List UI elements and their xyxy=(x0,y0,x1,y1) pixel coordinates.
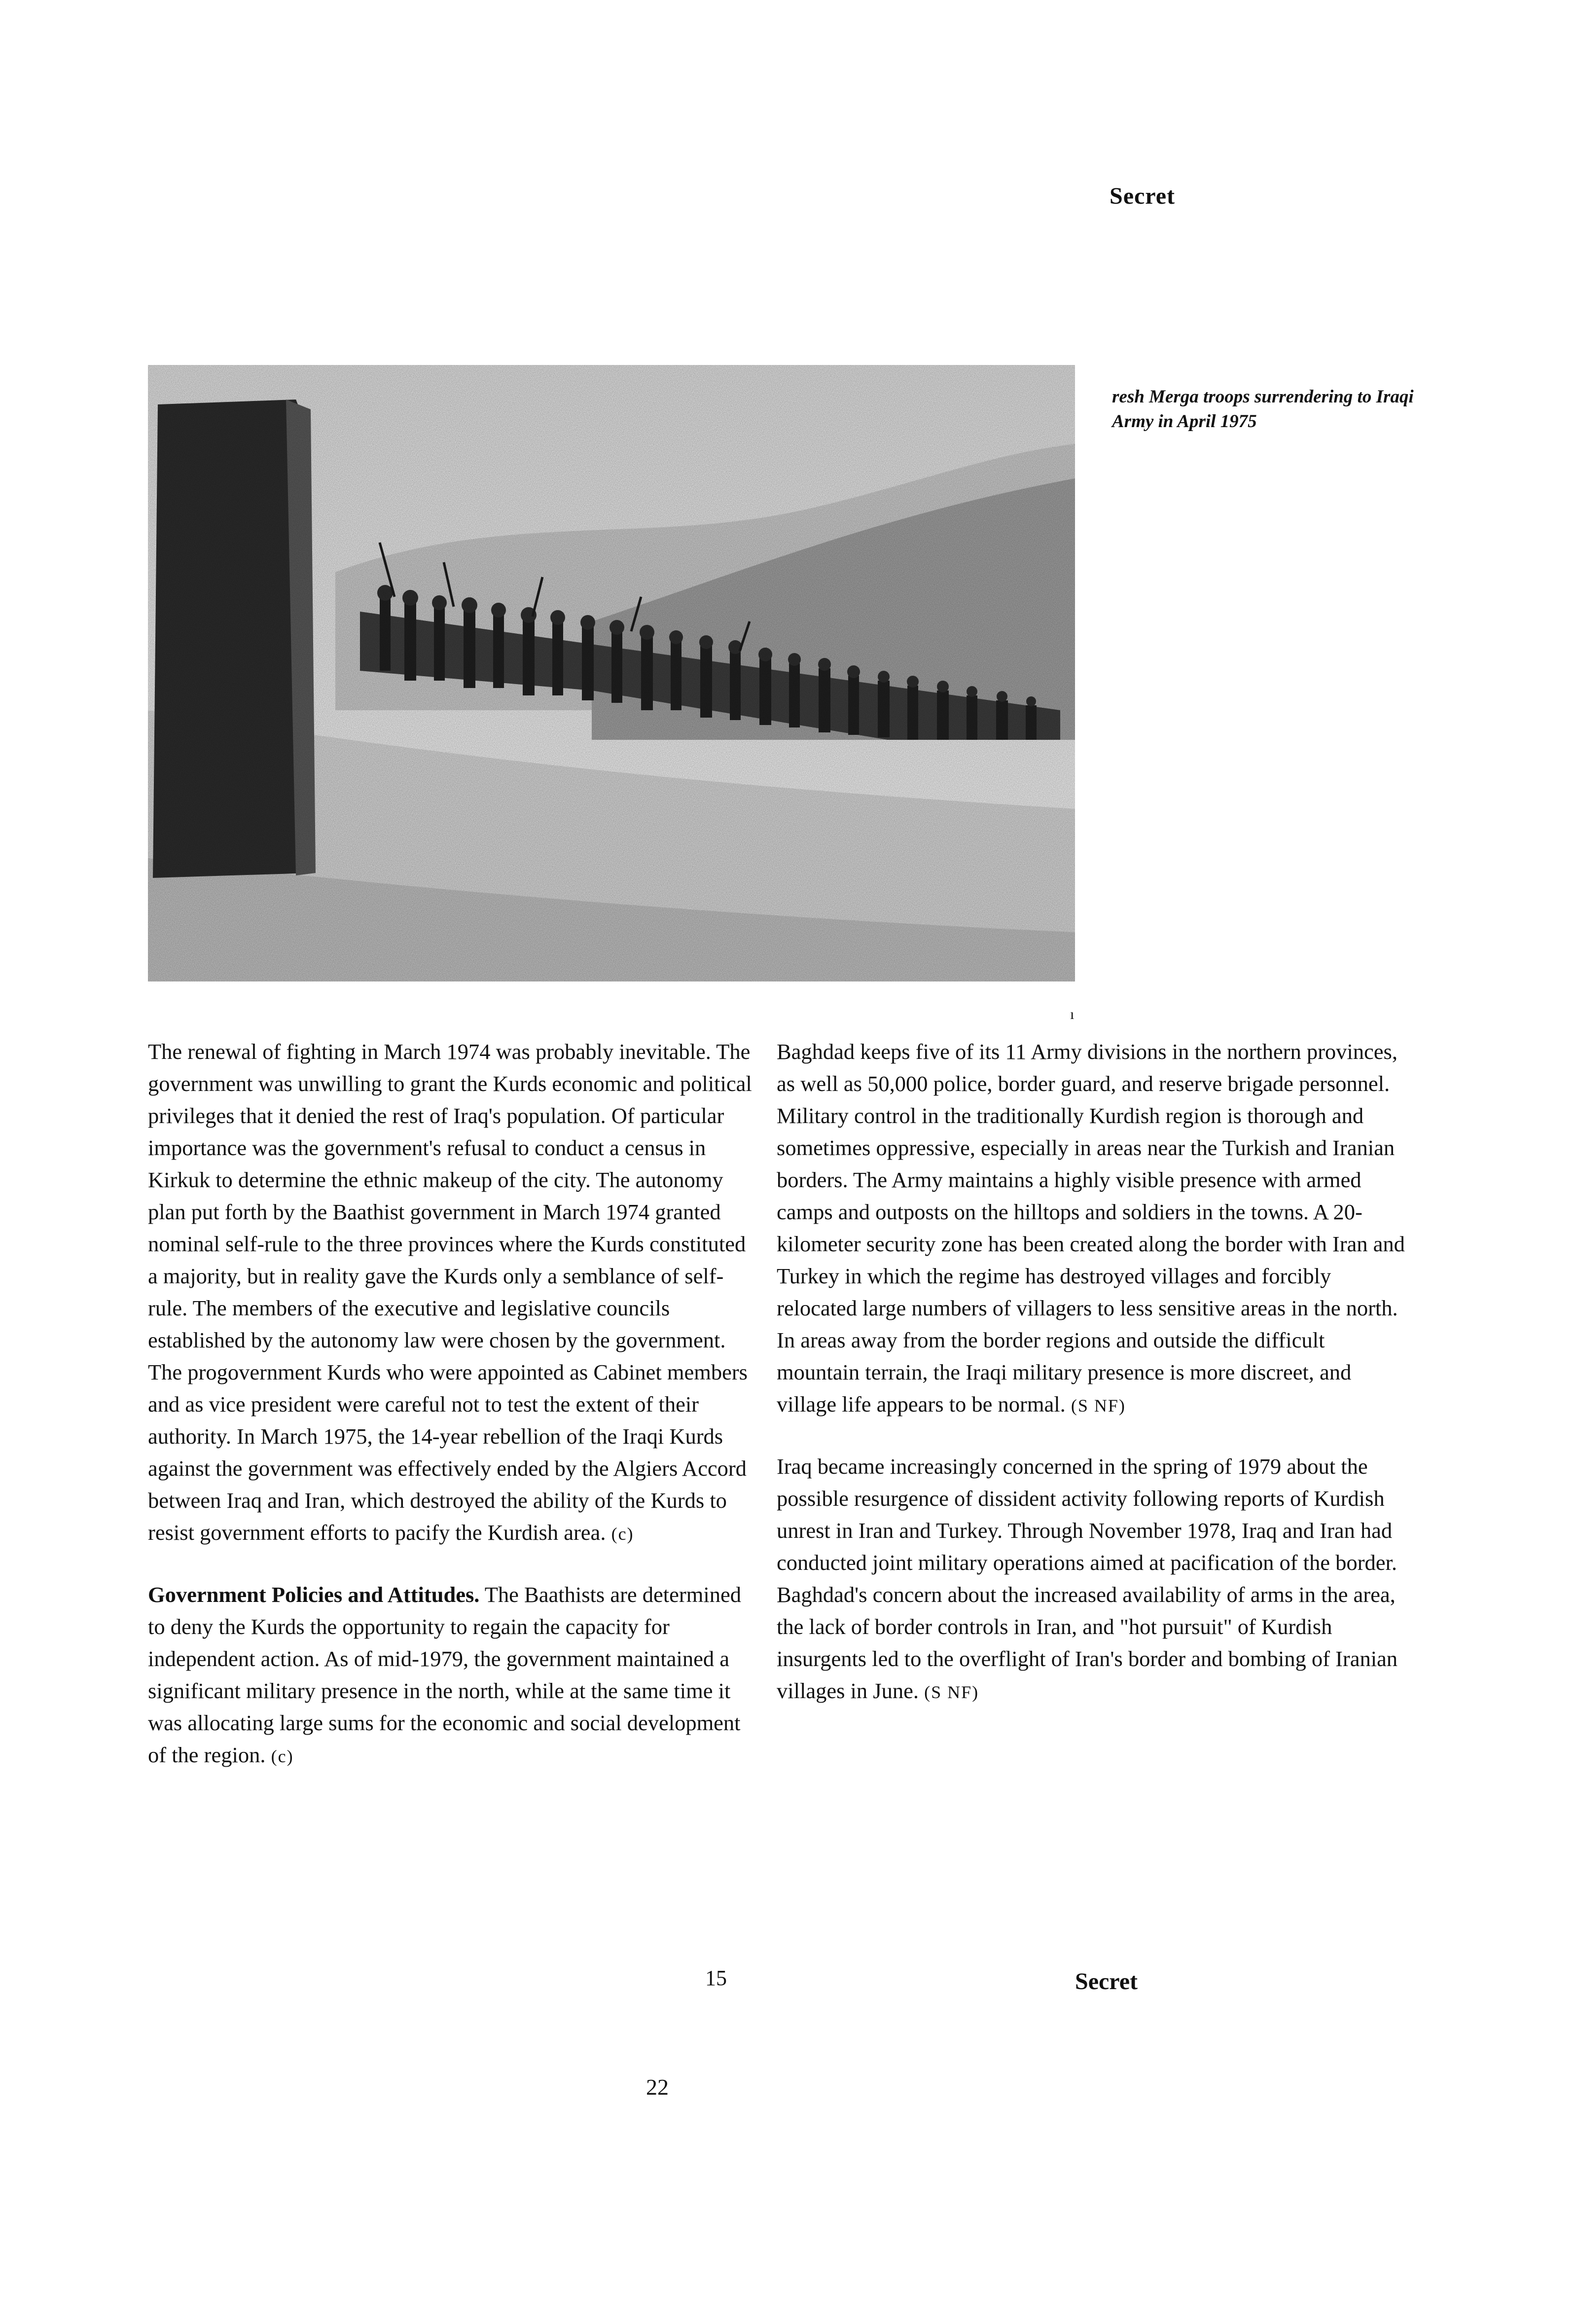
photo-caption: resh Merga troops surrendering to Iraqi Army in April 1975 xyxy=(1112,387,1414,432)
classification-footer: Secret xyxy=(1075,1968,1138,1995)
classification-mark: (c) xyxy=(271,1746,294,1766)
classification-header: Secret xyxy=(1110,183,1176,209)
paragraph xyxy=(777,1451,1405,1708)
troops-photo xyxy=(148,365,1075,981)
paragraph-text: Baghdad keeps five of its 11 Army divisions in the northern provinces, as well as 50,000 police, border guard, and reserve brigade personnel. Military control in the traditionally Kurdish region is thorough and sometimes oppressive, especially in areas near the Turkish and Iranian borders. The Army maintains a highly visible presence with armed camps and outposts on the hilltops and soldiers in the towns. A 20-kilometer security zone has been created along the border with Iran and Turkey in which the regime has destroyed villages and forcibly relocated large numbers of villagers to less sensitive areas in the north. In areas away from the border regions and outside the difficult mountain terrain, the Iraqi military presence is more discreet, and village life appears to be normal. xyxy=(777,1039,1405,1416)
paragraph-text: Iraq became increasingly concerned in the spring of 1979 about the possible resurgence of dissident activity following reports of Kurdish unrest in Iran and Turkey. Through November 1978, Iraq and Iran had conducted joint military operations aimed at pacification of the border. Baghdad's concern about the increased availability of arms in the area, the lack of border controls in Iran, and "hot pursuit" of Kurdish insurgents led to the overflight of Iran's border and bombing of Iranian villages in June. xyxy=(777,1454,1398,1703)
stray-mark: ı xyxy=(1070,1006,1075,1022)
section-heading: Government Policies and Attitudes. xyxy=(148,1582,480,1607)
left-column xyxy=(148,1036,759,1801)
paragraph xyxy=(148,1036,759,1550)
classification-mark: (S NF) xyxy=(1071,1396,1126,1416)
paragraph xyxy=(148,1579,759,1773)
paragraph xyxy=(777,1036,1405,1422)
classification-mark: (S NF) xyxy=(924,1682,979,1702)
classification-mark: (c) xyxy=(611,1524,634,1544)
folio-number: 22 xyxy=(646,2074,669,2100)
right-column xyxy=(777,1036,1405,1737)
paragraph-text: The renewal of fighting in March 1974 was probably inevitable. The government was unwilling to grant the Kurds economic and political privileges that it denied the rest of Iraq's population. Of particular importance was the government's refusal to conduct a census in Kirkuk to determine the ethnic makeup of the city. The autonomy plan put forth by the Baathist government in March 1974 granted nominal self-rule to the three provinces where the Kurds constituted a majority, but in reality gave the Kurds only a semblance of self-rule. The members of the executive and legislative councils established by the autonomy law were chosen by the government. The progovernment Kurds who were appointed as Cabinet members and as vice president were careful not to test the extent of their authority. In March 1975, the 14-year rebellion of the Iraqi Kurds against the government was effectively ended by the Algiers Accord between Iraq and Iran, which destroyed the ability of the Kurds to resist government efforts to pacify the Kurdish area. xyxy=(148,1039,752,1545)
page-number: 15 xyxy=(705,1966,727,1990)
paragraph-text: The Baathists are determined to deny the Kurds the opportunity to regain the capacity for independent action. As of mid-1979, the government maintained a significant military presence in the north, while at the same time it was allocating large sums for the economic and social development of the region. xyxy=(148,1582,741,1767)
